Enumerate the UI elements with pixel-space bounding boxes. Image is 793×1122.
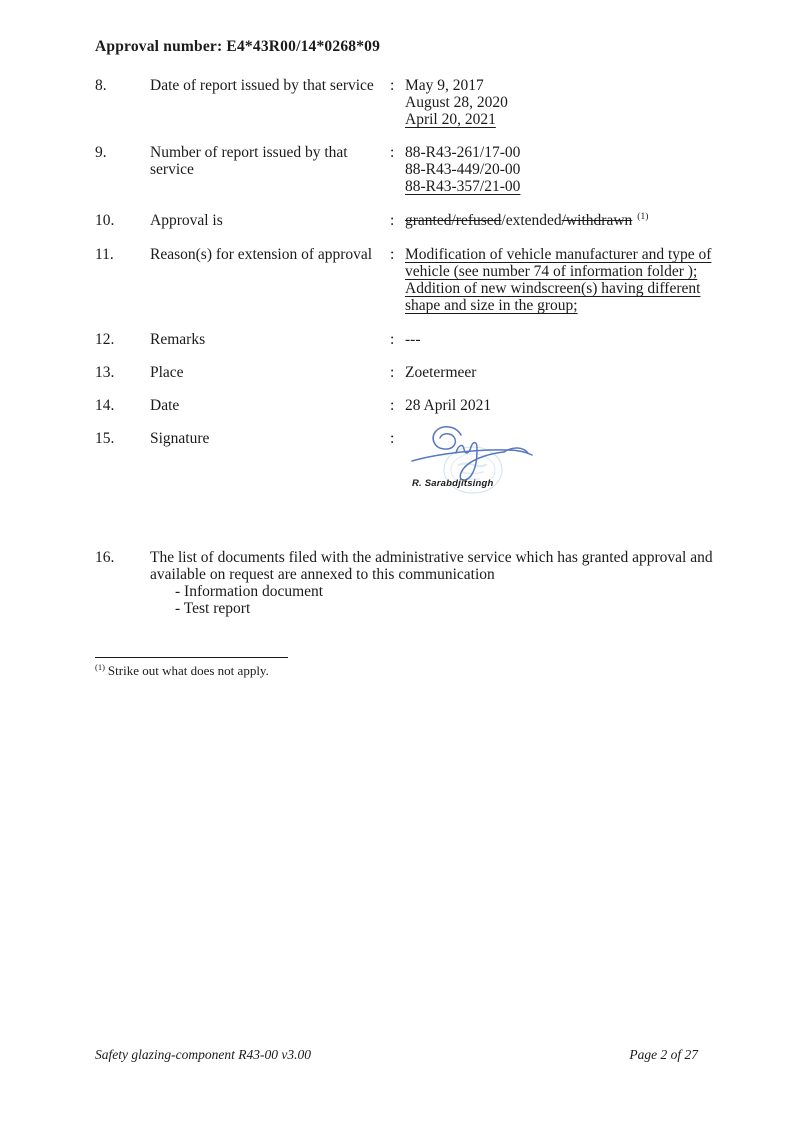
item-label: Approval is [150,212,223,229]
item-number: 14. [95,397,115,414]
footer-document-version: Safety glazing-component R43-00 v3.00 [95,1047,311,1062]
item-values [405,77,508,128]
item-values [405,246,711,314]
value-line: 28 April 2021 [405,397,492,414]
value-line-underlined: April 20, 2021 [405,111,496,128]
item-number: 12. [95,331,115,348]
item-label: Reason(s) for extension of approval [150,246,373,263]
signer-name: R. Sarabdjitsingh [412,478,494,489]
value-line-underlined: Modification of vehicle manufacturer and type of [405,246,712,263]
signature-stroke [412,427,532,480]
signature-image [406,421,551,503]
item-number: 11. [95,246,114,263]
item-row-8 [95,77,508,128]
footnote-marker: (1) [95,661,105,672]
value-line: --- [405,331,421,348]
item-row-12 [95,331,421,348]
item-row-14 [95,397,491,414]
item-label: Date of report issued by that service [150,77,374,94]
footer-page-number: Page 2 of 27 [629,1047,698,1062]
item-values [405,364,476,381]
item-row-9 [95,144,520,195]
colon-separator: : [390,331,395,348]
signature-block [406,421,551,503]
item-row-13 [95,364,476,381]
value-line-underlined: vehicle (see number 74 of information folder ); [405,263,698,280]
colon-separator: : [390,364,395,381]
approval-status-line [405,212,648,229]
item-text [150,549,713,617]
page-footer [95,1047,698,1062]
item-row-15 [95,430,405,447]
footnote-reference: (1) [637,211,649,222]
item-label: Signature [150,430,210,447]
item-row-16 [95,549,713,617]
struck-option: granted/refused [405,212,502,229]
annexed-document-item: - Test report [175,600,251,617]
item-number: 8. [95,77,107,94]
value-line: Zoetermeer [405,364,477,381]
item-values [405,331,421,348]
colon-separator: : [390,397,395,414]
value-line-underlined: 88-R43-357/21-00 [405,178,521,195]
item-row-10 [95,212,648,229]
colon-separator: : [390,430,395,447]
colon-separator: : [390,246,395,263]
item-number: 15. [95,430,115,447]
annexed-document-item: - Information document [175,583,324,600]
item-label: Number of report issued by that service [150,144,348,178]
colon-separator: : [390,212,395,229]
footnote-text: Strike out what does not apply. [107,663,269,678]
item-number: 16. [95,549,115,566]
value-line: May 9, 2017 [405,77,484,94]
value-line: 88-R43-449/20-00 [405,161,521,178]
value-line: 88-R43-261/17-00 [405,144,521,161]
item-label: Place [150,364,184,381]
item-values [405,144,520,195]
text-line: available on request are annexed to this communication [150,566,495,583]
item-number: 9. [95,144,107,161]
struck-option: /withdrawn [561,212,633,229]
value-line-underlined: shape and size in the group; [405,297,578,314]
colon-separator: : [390,77,395,94]
item-label: Remarks [150,331,206,348]
kept-option: /extended [501,212,562,229]
footnote [95,663,269,678]
text-line: The list of documents filed with the administrative service which has granted approval and [150,549,713,566]
item-number: 10. [95,212,115,229]
approval-number-heading: Approval number: E4*43R00/14*0268*09 [95,38,381,55]
value-line: August 28, 2020 [405,94,508,111]
footnote-divider [95,657,288,658]
colon-separator: : [390,144,395,161]
item-row-11 [95,246,711,314]
item-values [405,212,648,229]
item-number: 13. [95,364,115,381]
item-label: Date [150,397,180,414]
item-values [405,397,491,414]
value-line-underlined: Addition of new windscreen(s) having different [405,280,701,297]
